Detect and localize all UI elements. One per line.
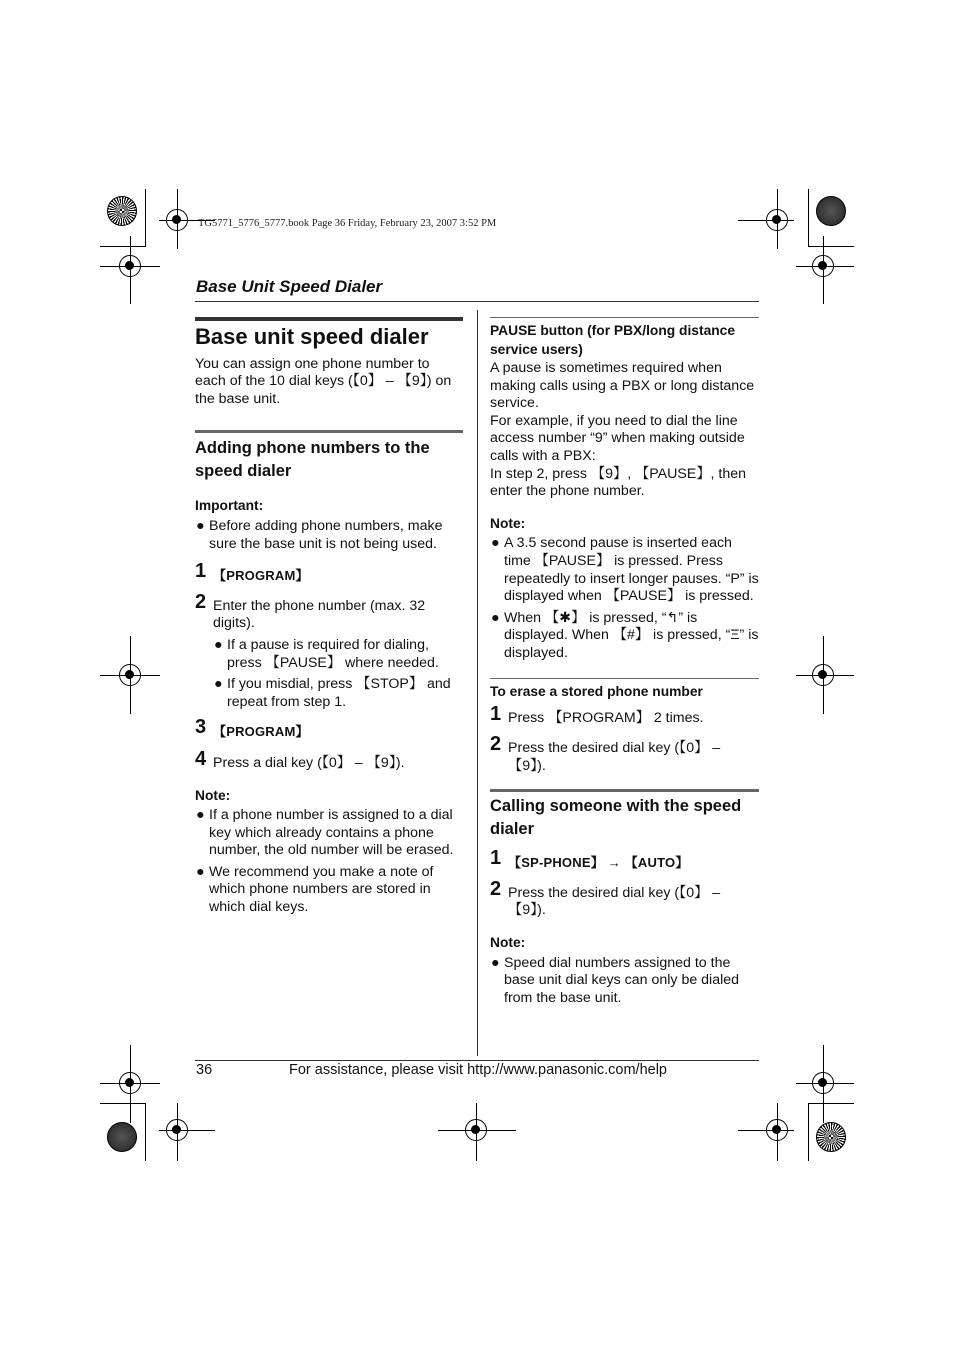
registration-disc-top-right — [816, 196, 846, 226]
important-bullet-text: Before adding phone numbers, make sure the base unit is not being used. — [209, 517, 443, 552]
calling-step-1 — [490, 847, 759, 873]
erase-step-1-text: Press 【PROGRAM】 2 times. — [508, 709, 704, 726]
column-divider — [477, 310, 478, 1056]
pause-paragraph-1: A pause is sometimes required when making calls using a PBX or long distance service. — [490, 360, 755, 412]
step-2-bullet-1-text: If a pause is required for dialing, press 【PAUSE】 where needed. — [227, 636, 439, 671]
program-key: 【PROGRAM】 — [213, 568, 309, 584]
bullet-dot: ● — [491, 954, 500, 971]
note-bullet-1 — [490, 535, 759, 605]
note-bullet-2-text: When 【✱】 is pressed, “↰” is displayed. When 【#】 is pressed, “Ξ” is displayed. — [504, 609, 759, 661]
step-2 — [195, 590, 463, 712]
step-number: 2 — [195, 590, 207, 613]
step-number: 3 — [195, 716, 207, 739]
step-number: 2 — [490, 877, 502, 900]
section-title: Base Unit Speed Dialer — [196, 277, 383, 296]
bullet-dot: ● — [214, 636, 223, 653]
title-rule — [195, 317, 463, 321]
note2-bullet-1-text: Speed dial numbers assigned to the base unit dial keys can only be dialed from the base unit. — [504, 954, 740, 1006]
registration-disc-bottom-right — [816, 1122, 846, 1152]
step-number: 2 — [490, 733, 502, 756]
calling-step-2-text: Press the desired dial key (【0】 – 【9】). — [508, 884, 721, 919]
print-header: TG5771_5776_5777.book Page 36 Friday, February 23, 2007 3:52 PM — [198, 218, 497, 229]
assistance-text: For assistance, please visit http://www.panasonic.com/help — [289, 1062, 667, 1078]
bullet-dot: ● — [196, 863, 205, 880]
note-bullet-2-text: We recommend you make a note of which phone numbers are stored in which dial keys. — [209, 863, 434, 916]
step-2-bullet-1 — [213, 637, 463, 672]
calling-heading: Calling someone with the speed dialer — [490, 797, 742, 839]
left-column — [195, 324, 463, 917]
adding-section — [195, 430, 463, 483]
registration-disc-top-left — [107, 196, 137, 226]
step-number: 4 — [195, 747, 207, 770]
step-1 — [195, 560, 463, 586]
erase-step-2 — [490, 733, 759, 775]
note-bullet-1-text: If a phone number is assigned to a dial key which already contains a phone number, the old number will be erased. — [209, 807, 454, 859]
pause-heading: PAUSE button (for PBX/long distance service users) — [490, 323, 736, 357]
bullet-dot: ● — [491, 609, 500, 626]
note-bullet-1-text: A 3.5 second pause is inserted each time 【PAUSE】 is pressed. Press repeatedly to insert longer pauses. “P” is displayed when 【PAUSE】 is pressed. — [504, 535, 759, 605]
adding-heading: Adding phone numbers to the speed dialer — [195, 439, 430, 481]
step-4 — [195, 747, 463, 773]
step-2-text: Enter the phone number (max. 32 digits). — [213, 597, 426, 632]
note-bullet-2 — [195, 864, 463, 917]
page-title: Base unit speed dialer — [195, 324, 429, 349]
pause-paragraph-2: For example, if you need to dial the line access number “9” when making outside calls with a PBX: — [490, 412, 745, 464]
erase-section — [490, 678, 759, 701]
calling-section — [490, 789, 759, 841]
step-number: 1 — [195, 560, 207, 583]
page-number: 36 — [196, 1062, 213, 1078]
step-2-bullet-2 — [213, 676, 463, 711]
note-bullet-1 — [195, 807, 463, 860]
header-rule — [195, 301, 759, 302]
step-2-bullet-2-text: If you misdial, press 【STOP】 and repeat from step 1. — [227, 676, 451, 710]
program-key: 【PROGRAM】 — [213, 724, 309, 740]
step-number: 1 — [490, 847, 502, 870]
pause-section — [490, 317, 759, 359]
right-column — [490, 317, 759, 1007]
step-number: 1 — [490, 702, 502, 725]
note-bullet-2 — [490, 610, 759, 663]
note2-bullet-1 — [490, 955, 759, 1008]
pause-paragraph-3: In step 2, press 【9】, 【PAUSE】, then enter the phone number. — [490, 465, 747, 500]
step-4-text: Press a dial key (【0】 – 【9】). — [213, 754, 405, 771]
calling-step-2 — [490, 877, 759, 920]
important-label: Important: — [195, 498, 264, 514]
registration-disc-bottom-left — [107, 1122, 137, 1152]
sp-phone-auto-keys: 【SP-PHONE】 → 【AUTO】 — [508, 855, 689, 871]
note2-label: Note: — [490, 935, 526, 951]
erase-heading: To erase a stored phone number — [490, 683, 703, 699]
intro-text: You can assign one phone number to each of the 10 dial keys (【0】 – 【9】) on the base unit. — [195, 355, 452, 407]
erase-step-1 — [490, 702, 759, 728]
bullet-dot: ● — [491, 535, 500, 552]
bullet-dot: ● — [214, 676, 223, 693]
erase-step-2-text: Press the desired dial key (【0】 – 【9】). — [508, 740, 721, 774]
footer-rule — [195, 1060, 759, 1061]
note-label: Note: — [195, 787, 231, 803]
note-label: Note: — [490, 515, 526, 531]
bullet-dot: ● — [196, 807, 205, 824]
bullet-dot: ● — [196, 517, 205, 534]
important-bullet — [195, 518, 463, 553]
step-3 — [195, 716, 463, 742]
